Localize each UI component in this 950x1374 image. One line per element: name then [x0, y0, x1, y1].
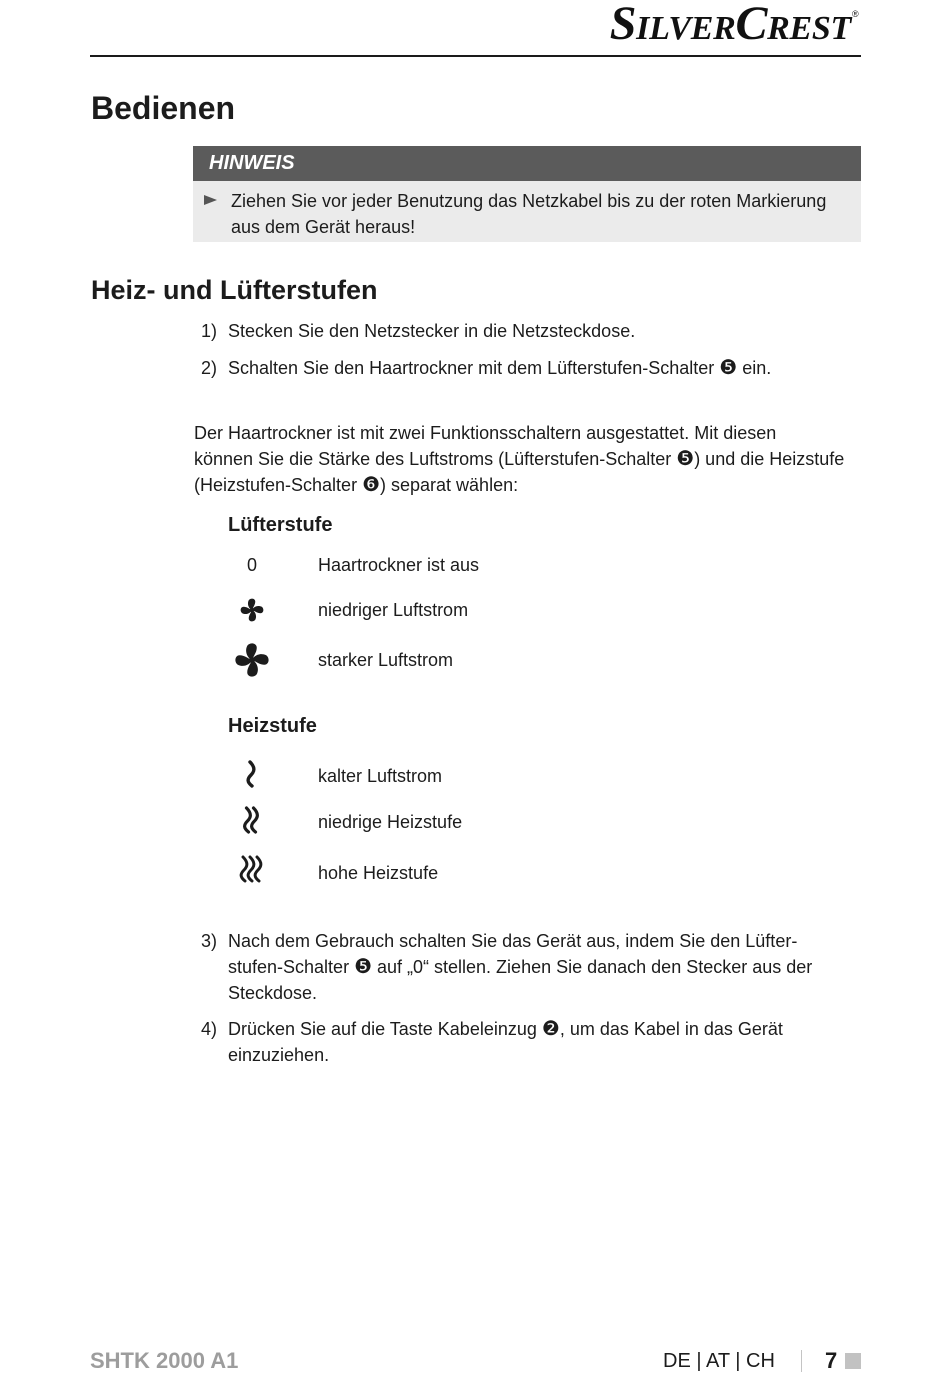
paragraph-line: (Heizstufen-Schalter ❻) separat wählen:	[194, 472, 519, 496]
footer-model-number: SHTK 2000 A1	[90, 1348, 239, 1373]
step-number: 4)	[201, 1019, 218, 1039]
step-line: Nach dem Gebrauch schalten Sie das Gerät aus, indem Sie den Lüfter-	[228, 931, 798, 951]
fan-high-icon	[233, 641, 271, 679]
paragraph-line: Der Haartrockner ist mit zwei Funktionsschaltern ausgestattet. Mit diesen	[194, 423, 777, 443]
heat-level-label: hohe Heizstufe	[318, 863, 439, 883]
notice-line: Ziehen Sie vor jeder Benutzung das Netzkabel bis zu der roten Markierung	[231, 191, 827, 211]
step-text	[228, 318, 635, 344]
notice-label: HINWEIS	[193, 146, 861, 181]
step-line: einzuziehen.	[228, 1045, 330, 1065]
step-text	[228, 1016, 783, 1068]
page-title: Bedienen	[91, 90, 236, 126]
part-number-badge: ❻	[362, 472, 381, 496]
heat-level-label: niedrige Heizstufe	[318, 812, 463, 832]
step-line: Schalten Sie den Haartrockner mit dem Lüfterstufen-Schalter ❺ ein.	[228, 355, 772, 379]
registered-mark: ®	[852, 9, 859, 19]
paragraph-line: können Sie die Stärke des Luftstroms (Lüfterstufen-Schalter ❺) und die Heizstufe	[194, 446, 845, 470]
header-rule	[90, 55, 861, 57]
heat-wave-single-icon	[239, 760, 263, 788]
step-number: 1)	[201, 321, 218, 341]
fan-level-label: niedriger Luftstrom	[318, 600, 469, 620]
fan-level-label: starker Luftstrom	[318, 650, 454, 670]
notice-text	[231, 188, 826, 240]
triangle-right-icon	[204, 195, 217, 205]
part-number-badge: ❺	[354, 954, 372, 978]
part-number-badge: ❺	[676, 446, 695, 470]
section-heading: Heiz- und Lüfterstufen	[91, 275, 378, 305]
heat-wave-double-icon	[239, 806, 263, 834]
step-number: 2)	[201, 358, 218, 378]
brand-logo: SilverCrest	[609, 0, 851, 50]
heat-levels-heading: Heizstufe	[228, 715, 317, 737]
page-number: 7	[825, 1348, 838, 1373]
step-number: 3)	[201, 931, 218, 951]
part-number-badge: ❺	[719, 355, 738, 379]
heat-level-label: kalter Luftstrom	[318, 766, 443, 786]
footer-country-codes: DE | AT | CH	[663, 1350, 775, 1372]
fan-low-icon	[239, 597, 265, 623]
step-text	[228, 928, 812, 1006]
part-number-badge: ❷	[541, 1016, 560, 1040]
step-line: Steckdose.	[228, 983, 318, 1003]
step-text	[228, 355, 771, 381]
notice-body	[193, 181, 861, 242]
fan-off-symbol: 0	[246, 555, 257, 575]
intro-paragraph	[194, 420, 844, 498]
fan-level-label: Haartrockner ist aus	[318, 555, 480, 575]
fan-levels-heading: Lüfterstufe	[228, 514, 333, 536]
footer-divider	[801, 1350, 802, 1372]
notice-box	[193, 146, 861, 242]
heat-wave-triple-icon	[239, 855, 263, 883]
step-line: stufen-Schalter ❺ auf „0“ stellen. Ziehen Sie danach den Stecker aus der	[228, 954, 813, 978]
step-line: Stecken Sie den Netzstecker in die Netzsteckdose.	[228, 321, 636, 341]
notice-line: aus dem Gerät heraus!	[231, 217, 416, 237]
page-marker-square	[845, 1353, 861, 1369]
step-line: Drücken Sie auf die Taste Kabeleinzug ❷, um das Kabel in das Gerät	[228, 1016, 783, 1040]
